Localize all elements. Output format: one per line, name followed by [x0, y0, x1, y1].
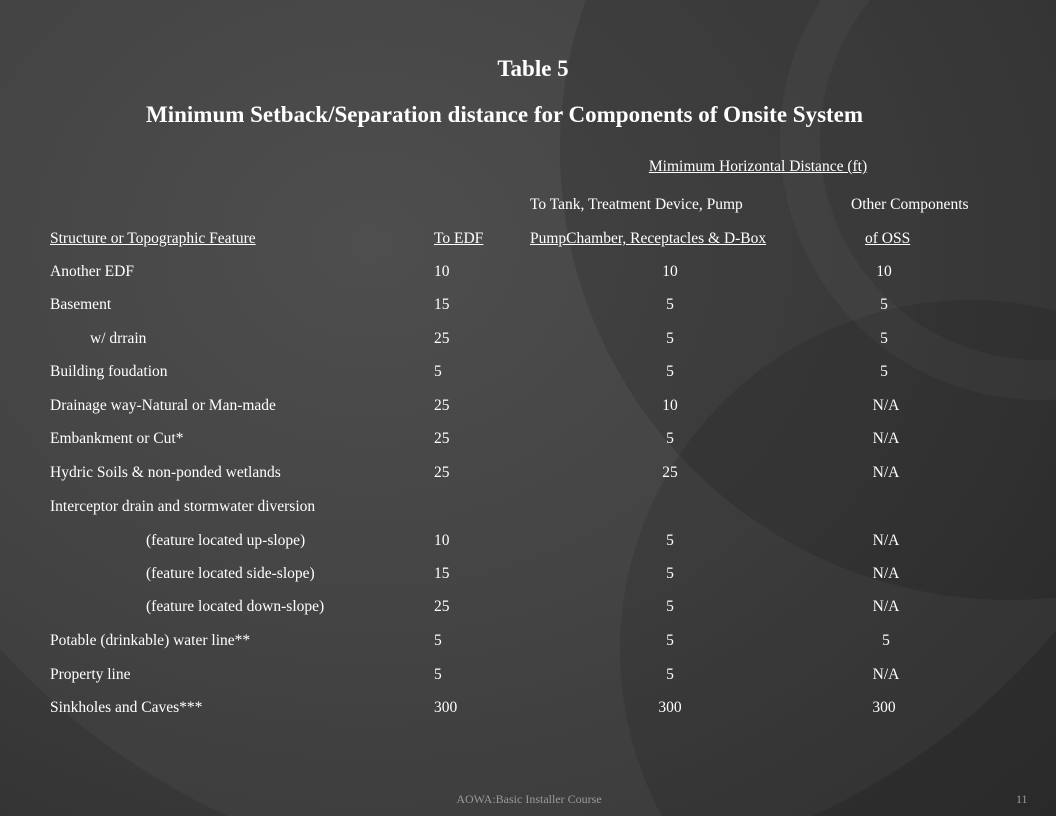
- row-other: N/A: [872, 532, 900, 549]
- col2-header-line2: PumpChamber, Receptacles & D-Box: [530, 230, 767, 247]
- row-tank: 10: [662, 397, 678, 414]
- slide-title: Table 5: [497, 56, 569, 81]
- row-edf: 25: [434, 598, 450, 615]
- row-feature: Building foudation: [50, 363, 168, 380]
- row-tank: 300: [658, 699, 682, 716]
- row-tank: 5: [666, 565, 674, 582]
- col3-header-line2: of OSS: [865, 230, 911, 247]
- row-tank: 5: [666, 330, 674, 347]
- col0-header: Structure or Topographic Feature: [50, 230, 256, 247]
- row-other: 300: [872, 699, 896, 716]
- row-other: 5: [880, 296, 888, 313]
- row-edf: 5: [434, 666, 442, 683]
- row-edf: 15: [434, 296, 450, 313]
- row-feature: Potable (drinkable) water line**: [50, 632, 251, 649]
- row-other: 5: [880, 330, 888, 347]
- row-other: N/A: [872, 397, 900, 414]
- row-edf: 5: [434, 632, 442, 649]
- row-edf: 25: [434, 464, 450, 481]
- footer-course: AOWA:Basic Installer Course: [456, 792, 602, 806]
- row-tank: 5: [666, 430, 674, 447]
- row-tank: 10: [662, 263, 678, 280]
- row-feature: (feature located down-slope): [146, 598, 325, 615]
- row-tank: 5: [666, 666, 674, 683]
- row-tank: 25: [662, 464, 678, 481]
- row-feature: Drainage way-Natural or Man-made: [50, 397, 276, 414]
- col2-header-line1: To Tank, Treatment Device, Pump: [530, 196, 743, 213]
- slide-subtitle: Minimum Setback/Separation distance for Components of Onsite System: [146, 102, 864, 127]
- row-edf: 25: [434, 397, 450, 414]
- col3-header-line1: Other Components: [851, 196, 969, 213]
- row-feature: w/ drrain: [90, 330, 147, 347]
- row-edf: 10: [434, 532, 450, 549]
- row-edf: 10: [434, 263, 450, 280]
- row-tank: 5: [666, 296, 674, 313]
- row-edf: 15: [434, 565, 450, 582]
- row-other: N/A: [872, 430, 900, 447]
- row-other: N/A: [872, 666, 900, 683]
- row-other: N/A: [872, 598, 900, 615]
- group-header: Mimimum Horizontal Distance (ft): [648, 158, 868, 175]
- row-feature: Basement: [50, 296, 112, 313]
- row-other: N/A: [872, 464, 900, 481]
- row-other: 10: [876, 263, 892, 280]
- row-edf: 25: [434, 430, 450, 447]
- page-number: 11: [1016, 792, 1028, 806]
- row-tank: 5: [666, 632, 674, 649]
- row-feature: (feature located up-slope): [146, 532, 306, 549]
- row-tank: 5: [666, 532, 674, 549]
- row-other: 5: [880, 363, 888, 380]
- row-other: N/A: [872, 565, 900, 582]
- row-feature: Interceptor drain and stormwater diversion: [50, 498, 316, 515]
- row-feature: Property line: [50, 666, 131, 683]
- row-feature: Another EDF: [50, 263, 134, 280]
- row-feature: Sinkholes and Caves***: [50, 699, 203, 716]
- row-edf: 25: [434, 330, 450, 347]
- row-edf: 300: [434, 699, 458, 716]
- row-other: 5: [882, 632, 890, 649]
- row-feature: (feature located side-slope): [146, 565, 315, 582]
- col1-header: To EDF: [434, 230, 484, 247]
- row-feature: Hydric Soils & non-ponded wetlands: [50, 464, 281, 481]
- row-feature: Embankment or Cut*: [50, 430, 184, 447]
- row-tank: 5: [666, 598, 674, 615]
- row-tank: 5: [666, 363, 674, 380]
- row-edf: 5: [434, 363, 442, 380]
